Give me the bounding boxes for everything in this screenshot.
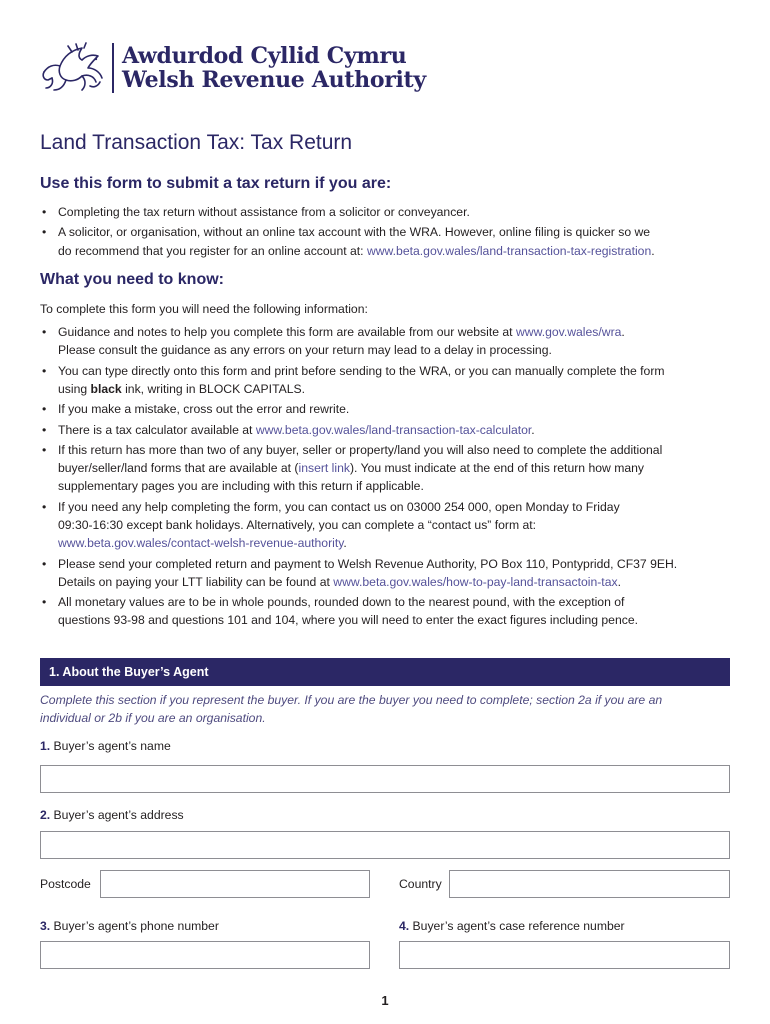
agent-address-label: 2. Buyer’s agent’s address <box>40 808 184 822</box>
postcode-label: Postcode <box>40 877 91 891</box>
agent-name-label: 1. Buyer’s agent’s name <box>40 739 171 753</box>
contact-us-link[interactable]: www.beta.gov.wales/contact-welsh-revenue-authority <box>58 536 344 551</box>
list-item: • A solicitor, or organisation, without an online tax account with the WRA. However, online filing is quicker so we do recommend that you register for an online account at: www.beta.gov.wales/land-transaction-tax-registration. <box>40 223 730 259</box>
logo-text <box>122 44 426 92</box>
section-1-header: 1. About the Buyer’s Agent <box>40 658 730 686</box>
list-item: • Please send your completed return and payment to Welsh Revenue Authority, PO Box 110, Pontypridd, CF37 9EH. Details on paying your LTT liability can be found at www.beta.gov.wales/how-to-pay-land-transactoin-tax. <box>40 555 730 591</box>
logo-english-name: Welsh Revenue Authority <box>122 67 426 93</box>
tax-calculator-link[interactable]: www.beta.gov.wales/land-transaction-tax-calculator <box>255 422 532 437</box>
page-title: Land Transaction Tax: Tax Return <box>40 131 353 154</box>
logo-divider <box>112 43 114 93</box>
payment-info-link[interactable]: www.beta.gov.wales/how-to-pay-land-transactoin-tax <box>333 574 618 589</box>
list-item: • Guidance and notes to help you complete this form are available from our website at www.gov.wales/wra. Please consult the guidance as any errors on your return may lead to a delay in processing. <box>40 323 730 359</box>
list-item: • If you need any help completing the form, you can contact us on 03000 254 000, open Monday to Friday 09:30-16:30 except bank holidays. Alternatively, you can complete a “contact us” form at: www.beta.gov.wales/contact-welsh-revenue-authority. <box>40 498 730 553</box>
list-item: • If this return has more than two of any buyer, seller or property/land you will also need to complete the additional buyer/seller/land forms that are available at (insert link). You must indicate at the end of this return how many supplementary pages you are including with this return if applicable. <box>40 441 730 496</box>
list-item: • You can type directly onto this form and print before sending to the WRA, or you can manually complete the form using black ink, writing in BLOCK CAPITALS. <box>40 362 730 398</box>
list-item: • All monetary values are to be in whole pounds, rounded down to the nearest pound, with the exception of questions 93-98 and questions 101 and 104, where you will need to enter the exact figures including pence. <box>40 593 730 629</box>
welsh-dragon-icon <box>38 42 106 94</box>
need-to-know-list <box>40 323 730 632</box>
agent-case-ref-input[interactable] <box>399 941 730 969</box>
additional-forms-link[interactable]: insert link <box>298 461 350 476</box>
use-form-heading: Use this form to submit a tax return if you are: <box>40 175 392 192</box>
country-input[interactable] <box>449 870 730 898</box>
agent-phone-label: 3. Buyer’s agent’s phone number <box>40 919 219 933</box>
postcode-input[interactable] <box>100 870 370 898</box>
agent-case-ref-label: 4. Buyer’s agent’s case reference number <box>399 919 625 933</box>
use-form-list <box>40 203 730 262</box>
registration-link[interactable]: www.beta.gov.wales/land-transaction-tax-registration <box>366 243 652 258</box>
logo-welsh-name: Awdurdod Cyllid Cymru <box>122 43 407 69</box>
agent-name-input[interactable] <box>40 765 730 793</box>
list-item: • If you make a mistake, cross out the error and rewrite. <box>40 400 730 418</box>
agent-phone-input[interactable] <box>40 941 370 969</box>
need-to-know-intro: To complete this form you will need the following information: <box>40 302 368 316</box>
section-1-intro: Complete this section if you represent the buyer. If you are the buyer you need to complete; section 2a if you are an individual or 2b if you are an organisation. <box>40 693 663 725</box>
need-to-know-heading: What you need to know: <box>40 271 224 288</box>
list-item: • Completing the tax return without assistance from a solicitor or conveyancer. <box>40 203 730 221</box>
wra-website-link[interactable]: www.gov.wales/wra <box>515 325 622 339</box>
agent-address-input[interactable] <box>40 831 730 859</box>
list-item: • There is a tax calculator available at www.beta.gov.wales/land-transaction-tax-calculator. <box>40 421 730 439</box>
wra-logo <box>38 40 426 96</box>
page-number: 1 <box>381 993 389 1008</box>
country-label: Country <box>399 877 442 891</box>
